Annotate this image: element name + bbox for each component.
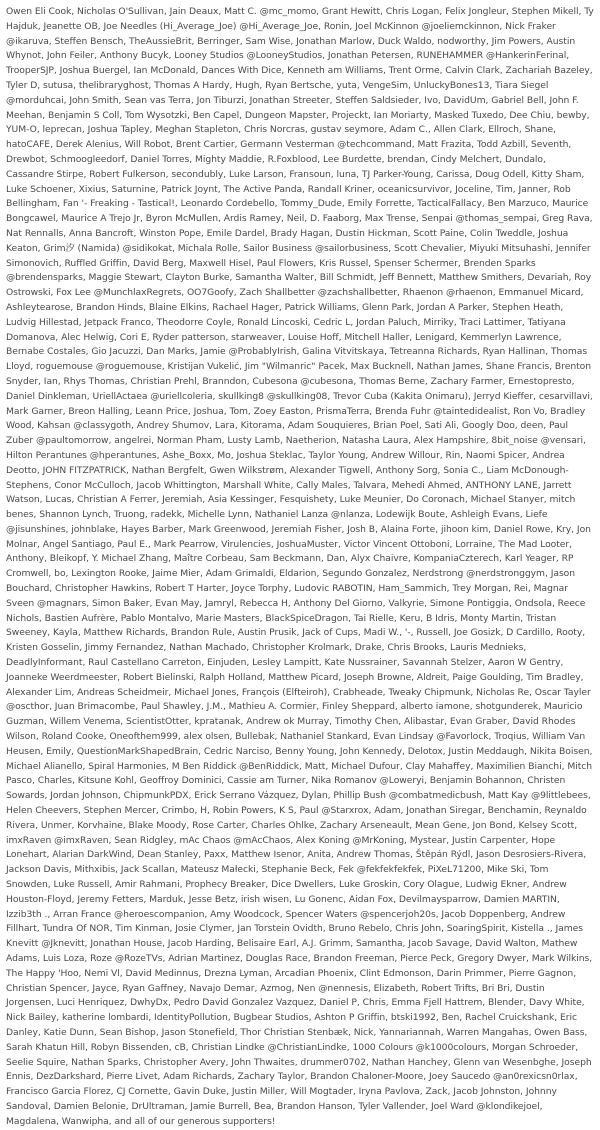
supporters-list-text: Owen Eli Cook, Nicholas O'Sullivan, Jain Deaux, Matt C. @mc_momo, Grant Hewitt, Chris Logan, Felix Jongleur, Stephen Mikell, Ty Hajduk, Jeanette OB, Joe Needles (Hi_Average_Joe) @Hi_Average_Joe, Ronin, Joel McKinnon @joeliemckinnon, Nick Fraker @ikaruva, Steffen Bensch, TheAussieBrit, Berringer, Sam Wise, Jonathan Marlow, Duck Waldo, nodworthy, Jim Powers, Austin Whynot, John Feiler, Anthony Bucyk, Looney Studios @LooneyStudios, Jonathan Petersen, RUNEHAMMER @HankerinFerinal, TrooperSJP, Joshua Buergel, Ian McDonald, Dances With Dice, Kenneth am Williams, Trent Orme, Calvin Clark, Zachariah Bazeley, Tyler D, sutusa, thelibraryghost, Thomas A Hardy, Hugh, Ryan Bertsche, yuta, VengeSim, UnluckyBones13, Tiara Siegel @morduhcai, John Smith, Sean vas Terra, Jon Tiburzi, Jonathan Streeter, Steffen Saldsieder, Ivo, DavidUm, Gabriel Bell, John F. Meehan, Benjamin S Coll, Tom Wysotzki, Ben Capel, Dungeon Mapster, Projeckt, Ian Moriarty, Masked Tuxedo, Dee Chiu, bewby, YUM-O, leprecan, Joshua Tapley, Meghan Stapleton, Chris Norcras, gustav seymore, Adam C., Allen Clark, Ellroch, Shane, hatoCAFE, Derek Alenius, Will Robot, Brent Cartier, Germann Vesterman @techcommand, Matt Frazita, Todd Azbill, Seventh, Drewbot, Schmoogleedorf, Daniel Torres, Mighty Maddie, R.Foxblood, Lee Burdette, brendan, Cindy Melchert, Dundalo, Cassandre Stirpe, Robert Fulkerson, secondubly, Luke Larson, Fransoun, luna, TJ Parker-Young, Carissa, Doug Odell, Kitty Sham, Luke Schoener, Xixius, Saturnine, Patrick Joynt, The Active Panda, Randall Kriner, oceanicsurvivor, Joceline, Tim, Janner, Rob Bellingham, Fan '- Freaking - Tastical!, Leonardo Cordebello, Tommy_Dude, Emily Forrette, TacticalFallacy, Ben Marzuco, Maurice Bongcawel, Maurice A Trejo Jr, Byron McMullen, Ardis Ramey, Neil, D. Faaborg, Max Trense, Senpai @thomas_sempai, Greg Rava, Nat Rennalls, Anna Bancroft, Winston Pope, Emile Dardel, Brady Hagan, Dustin Hickman, Scott Paine, Colin Tweddle, Joshua Keaton, Grim汐 (Namida) @sidikokat, Michala Rolle, Sailor Business @sailorbusiness, Scott Chevalier, Miyuki Mitsuhashi, Jennifer Simonovich, Ruffled Griffin, David Berg, Maxwell Hisel, Paul Flowers, Kris Russel, Spenser Schermer, Brenden Sparks @brendensparks, Maggie Stewart, Clayton Burke, Samantha Walter, Bill Schmidt, Jeff Bennett, Matthew Smithers, Devariah, Roy Ostrowski, Fox Lee @MunchlaxRegrets, OO7Goofy, Zach Shallbetter @zachshallbetter, Rhaenon @rhaenon, Emmanuel Micard, Ashleytearose, Brandon Hinds, Blaine Elkins, Rachael Hager, Patrick Williams, Glenn Park, Jordan A Parker, Stephen Heath, Ludvig Hillestad, Jetpack Franco, Theodorre Coyle, Ronald Lincoski, Cedric L, Jordan Paluch, Mirriky, Traci Lattimer, Tatiyana Domanova, Alec Helwig, Cori E, Ryder patterson, starweaver, Louise Hoff, Mitchell Haller, Lenigard, Kemmerlyn Lawrence, Bernabe Costales, Gio Jacuzzi, Dan Marks, Jamie @ProbablyIrish, Galina Vitvitskaya, Tetreanna Richards, Ryan Hallinan, Thomas Lloyd, roguemouse @roguemouse, Kristijan Vukelić, Jim "Wilmanric" Pacek, Max Bucknell, Nathan James, Shane Francis, Brenton Snyder, Ian, Rhys Thomas, Christian Prehl, Branndon, Cubesona @cubesona, Thomas Berne, Zachary Farmer, Ernestopresto, Daniel Dinkleman, UriellActaea @uriellcoleria, skullking8 @skullking08, Trevor Cuba (Kakita Onimaru), Jerryd Kieffer, cesarvillavi, Mark Garner, Breon Halling, Leann Price, Joshua, Tom, Zoey Easton, PrismaTerra, Brenda Fuhr @taintedidealist, Ron Vo, Bradley Wood, Kahsan @classygoth, Andrey Shumov, Lara, Kitorama, Adam Souquieres, Brian Poel, Sati Ali, Googly Doo, deen, Paul Zuber @paultomorrow, angelrei, Norman Pham, Lusty Lamb, Naetherion, Natasha Laura, Alex Hampshire, 8bit_noise @vensari, Hilton Perantunes @hperantunes, Ashe_Boxx, Mo, Joshua Steklac, Taylor Young, Andrew Willour, Rin, Naomi Spicer, Andrea Deotto, JOHN FITZPATRICK, Nathan Bergfelt, Gwen Wilkstrøm, Alexander Tigwell, Anthony Sorg, Sonia C., Liam McDonough-Stephens, Conor McCulloch, Jacob Whittington, Marshall White, Cally Males, Talvara, Mehedi Ahmed, ANTHONY LANE, Jarrett Watson, Lucas, Christian A Ferrer, Jeremiah, Asia Kessinger, Fesquishety, Luke Meunier, Do Coronach, Michael Stanyer, mitch benes, Shannon Lynch, Truong, radekk, Michelle Lynn, Nathaniel Lanza @nlanza, Lodewijk Boute, Ashleigh Evans, Liefe @jisunshines, johnblake, Hayes Barber, Mark Greenwood, Jeremiah Fisher, Josh B, Alaina Forte, jihoon kim, Daniel Rowe, Kry, Jon Molnar, Angel Santiago, Paul E., Mark Pearrow, Virulencies, JoshuaMuster, Victor Vincent Ottoboni, Lorraine, The Mad Looter, Anthony, Bleikopf, Y. Michael Zhang, Maître Corbeau, Sam Beckmann, Dan, Alyx Chaivre, KompaniaCzterech, Karl Yeager, RP Cromwell, bo, Lexington Rooke, Jaime Mier, Adam Grimaldi, Eldarion, Segundo Gonzalez, Nerdstrong @nerdstronggym, Jason Bouchard, Christopher Hawkins, Robert T Harter, Joyce Torphy, Ludovic RABOTIN, Ham_Sammich, Trey Morgan, Rei, Magnar Sveen @magnars, Simon Baker, Evan May, Jamryl, Rebecca H, Anthony Del Giorno, Valkyrie, Simone Pontiggia, Ondsola, Reece Nichols, Bastien Aufrère, Pablo Montalvo, Marie Masters, BlackSpiceDragon, Tai Rielle, Keru, B Idris, Monty Martin, Tristan Sweeney, Kayla, Matthew Richards, Brandon Rule, Austin Prusik, Jack of Cups, Madi W., '-, Russell, Joe Gosizk, D Cardillo, Rooty, Kristen Gosselin, Jimmy Fernandez, Nathan Machado, Christopher Krolmark, Drake, Chris Brooks, Lauris Mednieks, DeadlyInformant, Raul Castellano Carreton, Einjuden, Lesley Lampitt, Kate Nussrainer, Savannah Stelzer, Aaron W Gentry, Joanneke Weerdmeester, Robert Bielinski, Ralph Holland, Matthew Picard, Joseph Browne, Aldreit, Paige Goulding, Tim Bradley, Alexander Lim, Andreas Scheidmeir, Michael Jones, François (Elfteiroh), Crabheade, Tweaky Chipmunk, Nicholas Re, Oscar Tayler @oscthor, Juan Brimacombe, Paul Shawley, J.M., Mathieu A. Cormier, Finley Sheppard, alberto iamone, shotgunderek, Mauricio Guzman, Willem Venema, ScientistOtter, kpratanak, Andrew ok Murray, Timothy Chen, Alibastar, Evan Graber, David Rhodes Wilson, Roland Cooke, Oneofthem999, alex olsen, Bullebak, Nathaniel Stankard, Evan Lindsay @Favorlock, Troqius, William Van Heusen, Emily, QuestionMarkShapedBrain, Cedric Narciso, Benny Young, John Kennedy, Delotox, Justin Meddaugh, Nikita Boisen, Michael Alianello, Spiral Harmonies, M Ben Riddick @BenRiddick, Matt, Michael Dufour, Clay Mahaffey, Maximilien Bianchi, Mitch Pasco, Charles, Kitsune Kohl, Geoffroy Dominici, Cassie am Turner, Nika Romanov @Loweryi, Benjamin Bohannon, Christen Sowards, Jordan Johnson, ChipmunkPDX, Erick Serrano Vázquez, Dylan, Phillip Bush @combatmedicbush, Matt Kay @9littlebees, Helen Cheevers, Stephen Mercer, Crimbo, H, Robin Powers, K S, Paul @Starxrox, Adam, Jonathan Siregar, Benchamin, Reynaldo Rivera, Unmer, Korvhaine, Blake Moody, Rose Carter, Charles Ohlke, Zachary Arseneault, Mean Gene, Jon Bond, Kelsey Scott, imxRaven @imxRaven, Sean Ridgley, mAc Chaos @mAcChaos, Alex Koning @MrKoning, Mystear, Justin Carpenter, Hope Lonehart, Alarian DarkWind, Dean Stanley, Paxx, Matthew Isenor, Anita, Andrew Thomas, Štěpán Rýdl, Jason Desrosiers-Rivera, Jackson Davis, Mithxibis, Jack Scallan, Mateusz Małecki, Stephanie Beck, Fek @fekfekfekfek, PiXeL71200, Mike Ski, Tom Snowden, Luke Russell, Amir Rahmani, Prophecy Breaker, Dice Dwellers, Luke Groskin, Cory Olague, Ludwig Ekner, Andrew Houston-Floyd, Jeremy Fetters, Marduk, Jesse Betz, irish wisen, Lu Gonenc, Aidan Fox, Devilmaysparrow, Damien MARTIN, Izzib3th ., Arran France @heroescompanion, Amy Woodcock, Spencer Waters @spencerjoh20s, Jacob Doppenberg, Andrew Fillhart, Tundra Of NOR, Tim Kinman, Josie Clymer, Jan Torstein Ovidth, Bruno Rebelo, Chris John, SoaringSpirit, Kistella ., James Knevitt @Jknevitt, Jonathan House, Jacob Harding, Belisaire Earl, A.J. Grimm, Samantha, Jacob Savage, David Walton, Mathew Adams, Luis Loza, Roze @RozeTVs, Adrian Martinez, Douglas Race, Brandon Freeman, Pierce Peck, Gregory Dwyer, Mark Wilkins, The Happy 'Hoo, Nemi Vl, David Medinnus, Drezna Lyman, Arcadian Phoenix, Clint Edmonson, Darin Primmer, Pierre Gagnon, Christian Spencer, Jayce, Ryan Gaffney, Navajo Demar, Azmog, Nen @nennesis, Elizabeth, Robert Trifts, Bri Bri, Dustin Jorgensen, Luci Henriquez, DwhyDx, Pedro David Gonzalez Vazquez, Daniel P, Chris, Emma Fjell Hattrem, Blender, Davy White, Nick Bailey, katherine lombardi, IdentityPollution, Bugbear Studios, Ashton P Griffin, btski1992, Ben, Rachel Cruickshank, Eric Danley, Katie Dunn, Sean Bishop, Jason Stonefield, Thor Christian Stenbæk, Nick, Yannariannah, Warren Mangahas, Owen Bass, Sarah Khatun Hill, Robyn Bissenden, cB, Christian Lindke @ChristianLindke, 1000 Colours @k1000colours, Morgan Schroeder, Seelie Squire, Nathan Sparks, Christopher Avery, John Thwaites, drummer0702, Nathan Hanchey, Glenn van Wesenbghe, Joseph Ennis, DezDarkshard, Pierre Livet, Adam Richards, Zachary Taylor, Brandon Chaloner-Moore, Joey Saucedo @an0rexicsn0rlax, Francisco Garcia Florez, CJ Cornette, Gavin Duke, Justin Miller, Will Mogtader, Iryna Pavlova, Zack, Jacob Johnston, Johnny Sandoval, Damien Belonie, DrUltraman, Jamie Burrell, Bea, Brandon Hanson, Tyler Vallender, Joel Ward @klondikejoel, Magdalena, Wanwipha, and all of our generous supporters! <box>6 6 594 1127</box>
